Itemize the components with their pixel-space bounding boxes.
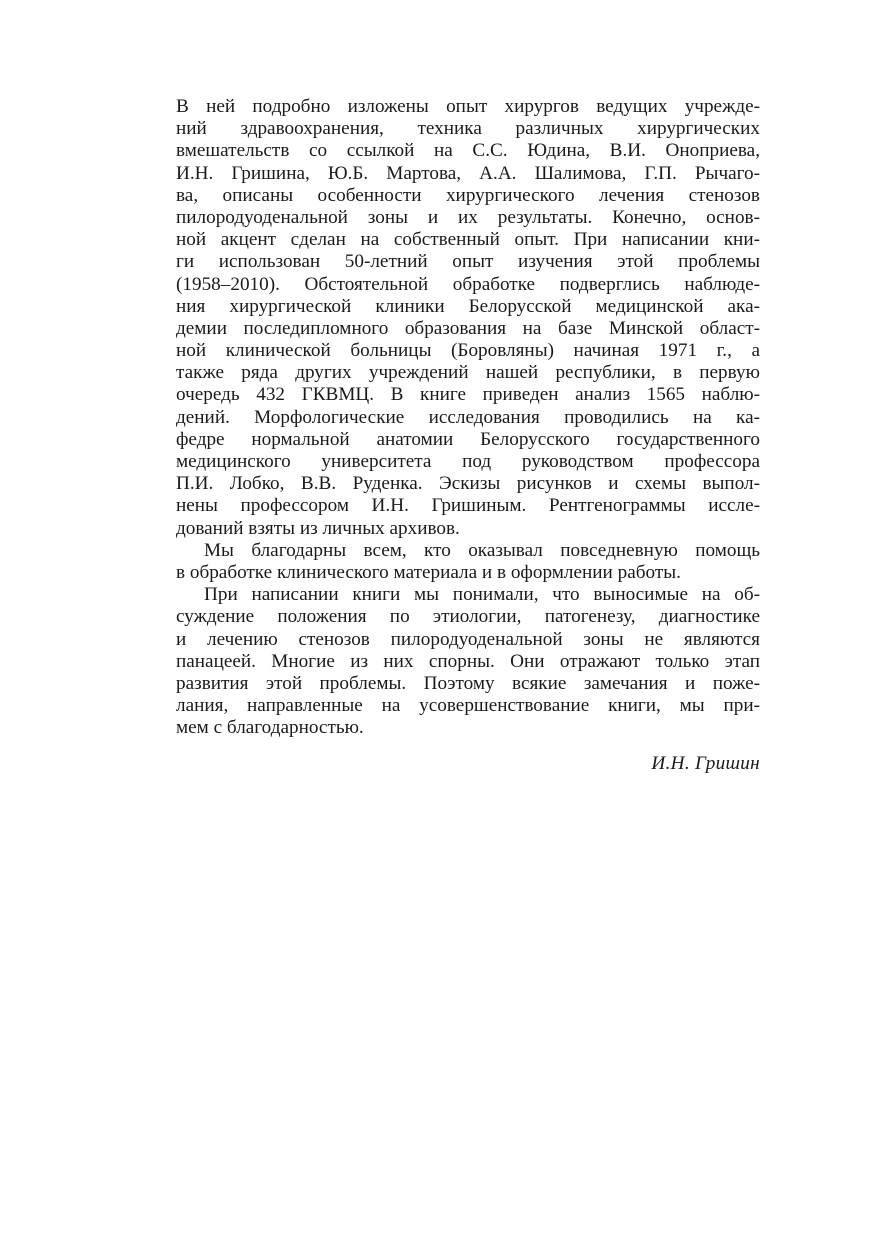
text-line: ния хирургической клиники Белорусской медицинской ака- (176, 295, 760, 317)
text-line: в обработке клинического материала и в оформлении работы. (176, 561, 681, 583)
paragraph-thanks (176, 540, 760, 584)
text-line: и лечению стенозов пилородуоденальной зоны не являются (176, 628, 760, 650)
text-line: вмешательств со ссылкой на С.С. Юдина, В.И. Оноприева, (176, 140, 760, 162)
text-line: В ней подробно изложены опыт хирургов ведущих учрежде- (176, 96, 760, 117)
text-line: Мы благодарны всем, кто оказывал повседневную помощь (204, 539, 760, 561)
text-line: нены профессором И.Н. Гришиным. Рентгенограммы иссле- (176, 495, 760, 517)
body-text (176, 96, 760, 739)
text-line: ной акцент сделан на собственный опыт. При написании кни- (176, 229, 760, 251)
text-line: панацеей. Многие из них спорны. Они отражают только этап (176, 650, 760, 672)
text-line: П.И. Лобко, В.В. Руденка. Эскизы рисунков и схемы выпол- (176, 473, 760, 495)
author-signature: И.Н. Гришин (651, 753, 760, 774)
text-line: ги использован 50-летний опыт изучения этой проблемы (176, 251, 760, 273)
text-line: суждение положения по этиологии, патогенезу, диагностике (176, 606, 760, 628)
text-line: мем с благодарностью. (176, 717, 364, 739)
text-line: медицинского университета под руководством профессора (176, 451, 760, 472)
paragraph-intro (176, 96, 760, 540)
text-line: пилородуоденальной зоны и их результаты. Конечно, основ- (176, 206, 760, 228)
text-line: развития этой проблемы. Поэтому всякие замечания и поже- (176, 672, 760, 694)
text-line: лания, направленные на усовершенствование книги, мы при- (176, 695, 760, 717)
text-line: При написании книги мы понимали, что выносимые на об- (204, 584, 760, 606)
text-line: И.Н. Гришина, Ю.Б. Мартова, А.А. Шалимова, Г.П. Рычаго- (176, 162, 760, 184)
text-line: дований взяты из личных архивов. (176, 517, 460, 539)
text-line: демии последипломного образования на базе Минской област- (176, 317, 760, 339)
text-line: федре нормальной анатомии Белорусского государственного (176, 428, 760, 450)
text-line: также ряда других учреждений нашей республики, в первую (176, 362, 760, 384)
text-line: очередь 432 ГКВМЦ. В книге приведен анализ 1565 наблю- (176, 384, 760, 406)
text-line: ной клинической больницы (Боровляны) начиная 1971 г., а (176, 340, 760, 362)
paragraph-closing (176, 584, 760, 739)
text-line: ва, описаны особенности хирургического лечения стенозов (176, 184, 760, 206)
text-line: дений. Морфологические исследования проводились на ка- (176, 406, 760, 428)
text-line: ний здравоохранения, техника различных хирургических (176, 118, 760, 140)
text-line: (1958–2010). Обстоятельной обработке подверглись наблюде- (176, 273, 760, 295)
